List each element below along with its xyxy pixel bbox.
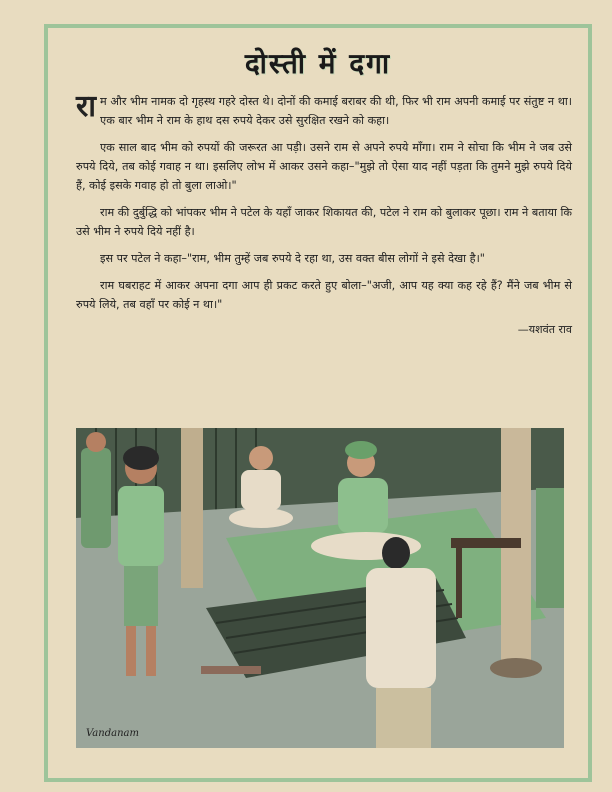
story-illustration bbox=[76, 428, 564, 748]
story-paragraph: राम की दुर्बुद्धि को भांपकर भीम ने पटेल के यहाँ जाकर शिकायत की, पटेल ने राम को बुलाकर पूछा। राम ने बताया कि उसे भीम ने रुपये दिये नहीं है। bbox=[76, 206, 572, 238]
story-title: दोस्ती में दगा bbox=[244, 47, 392, 80]
illustration-art bbox=[76, 428, 564, 748]
story-paragraph: राम घबराहट में आकर अपना दगा आप ही प्रकट करते हुए बोला–"अजी, आप यह क्या कह रहे हैं? मैंने जब भीम से रुपये लिये, तब वहाँ पर कोई न था।" bbox=[76, 279, 572, 311]
story-paragraph: एक साल बाद भीम को रुपयों की जरूरत आ पड़ी। उसने राम से अपने रुपये माँगा। राम ने सोचा कि भीम ने जब उसे रुपये दिये, तब कोई गवाह न था। इसलिए लोभ में आकर उसने कहा–"मुझे तो ऐसा याद नहीं पड़ता कि तुमने मुझे रुपये दिये हैं, कोई इसके गवाह हो तो बुला लाओ।" bbox=[76, 141, 572, 192]
author-credit: —यशवंत राव bbox=[517, 323, 572, 336]
story-body bbox=[76, 89, 572, 339]
story-paragraph: राम और भीम नामक दो गृहस्थ गहरे दोस्त थे। दोनों की कमाई बराबर की थी, फिर भी राम अपनी कमाई पर संतुष्ट न था। एक बार भीम ने राम के हाथ दस रुपये देकर उसे सुरक्षित रखने को कहा। bbox=[76, 89, 572, 127]
story-paragraph: इस पर पटेल ने कहा–"राम, भीम तुम्हें जब रुपये दे रहा था, उस वक्त बीस लोगों ने इसे देखा है।" bbox=[100, 252, 485, 265]
header bbox=[60, 30, 576, 82]
artist-signature: Vandanam bbox=[86, 728, 139, 739]
drop-cap: रा bbox=[76, 89, 97, 124]
